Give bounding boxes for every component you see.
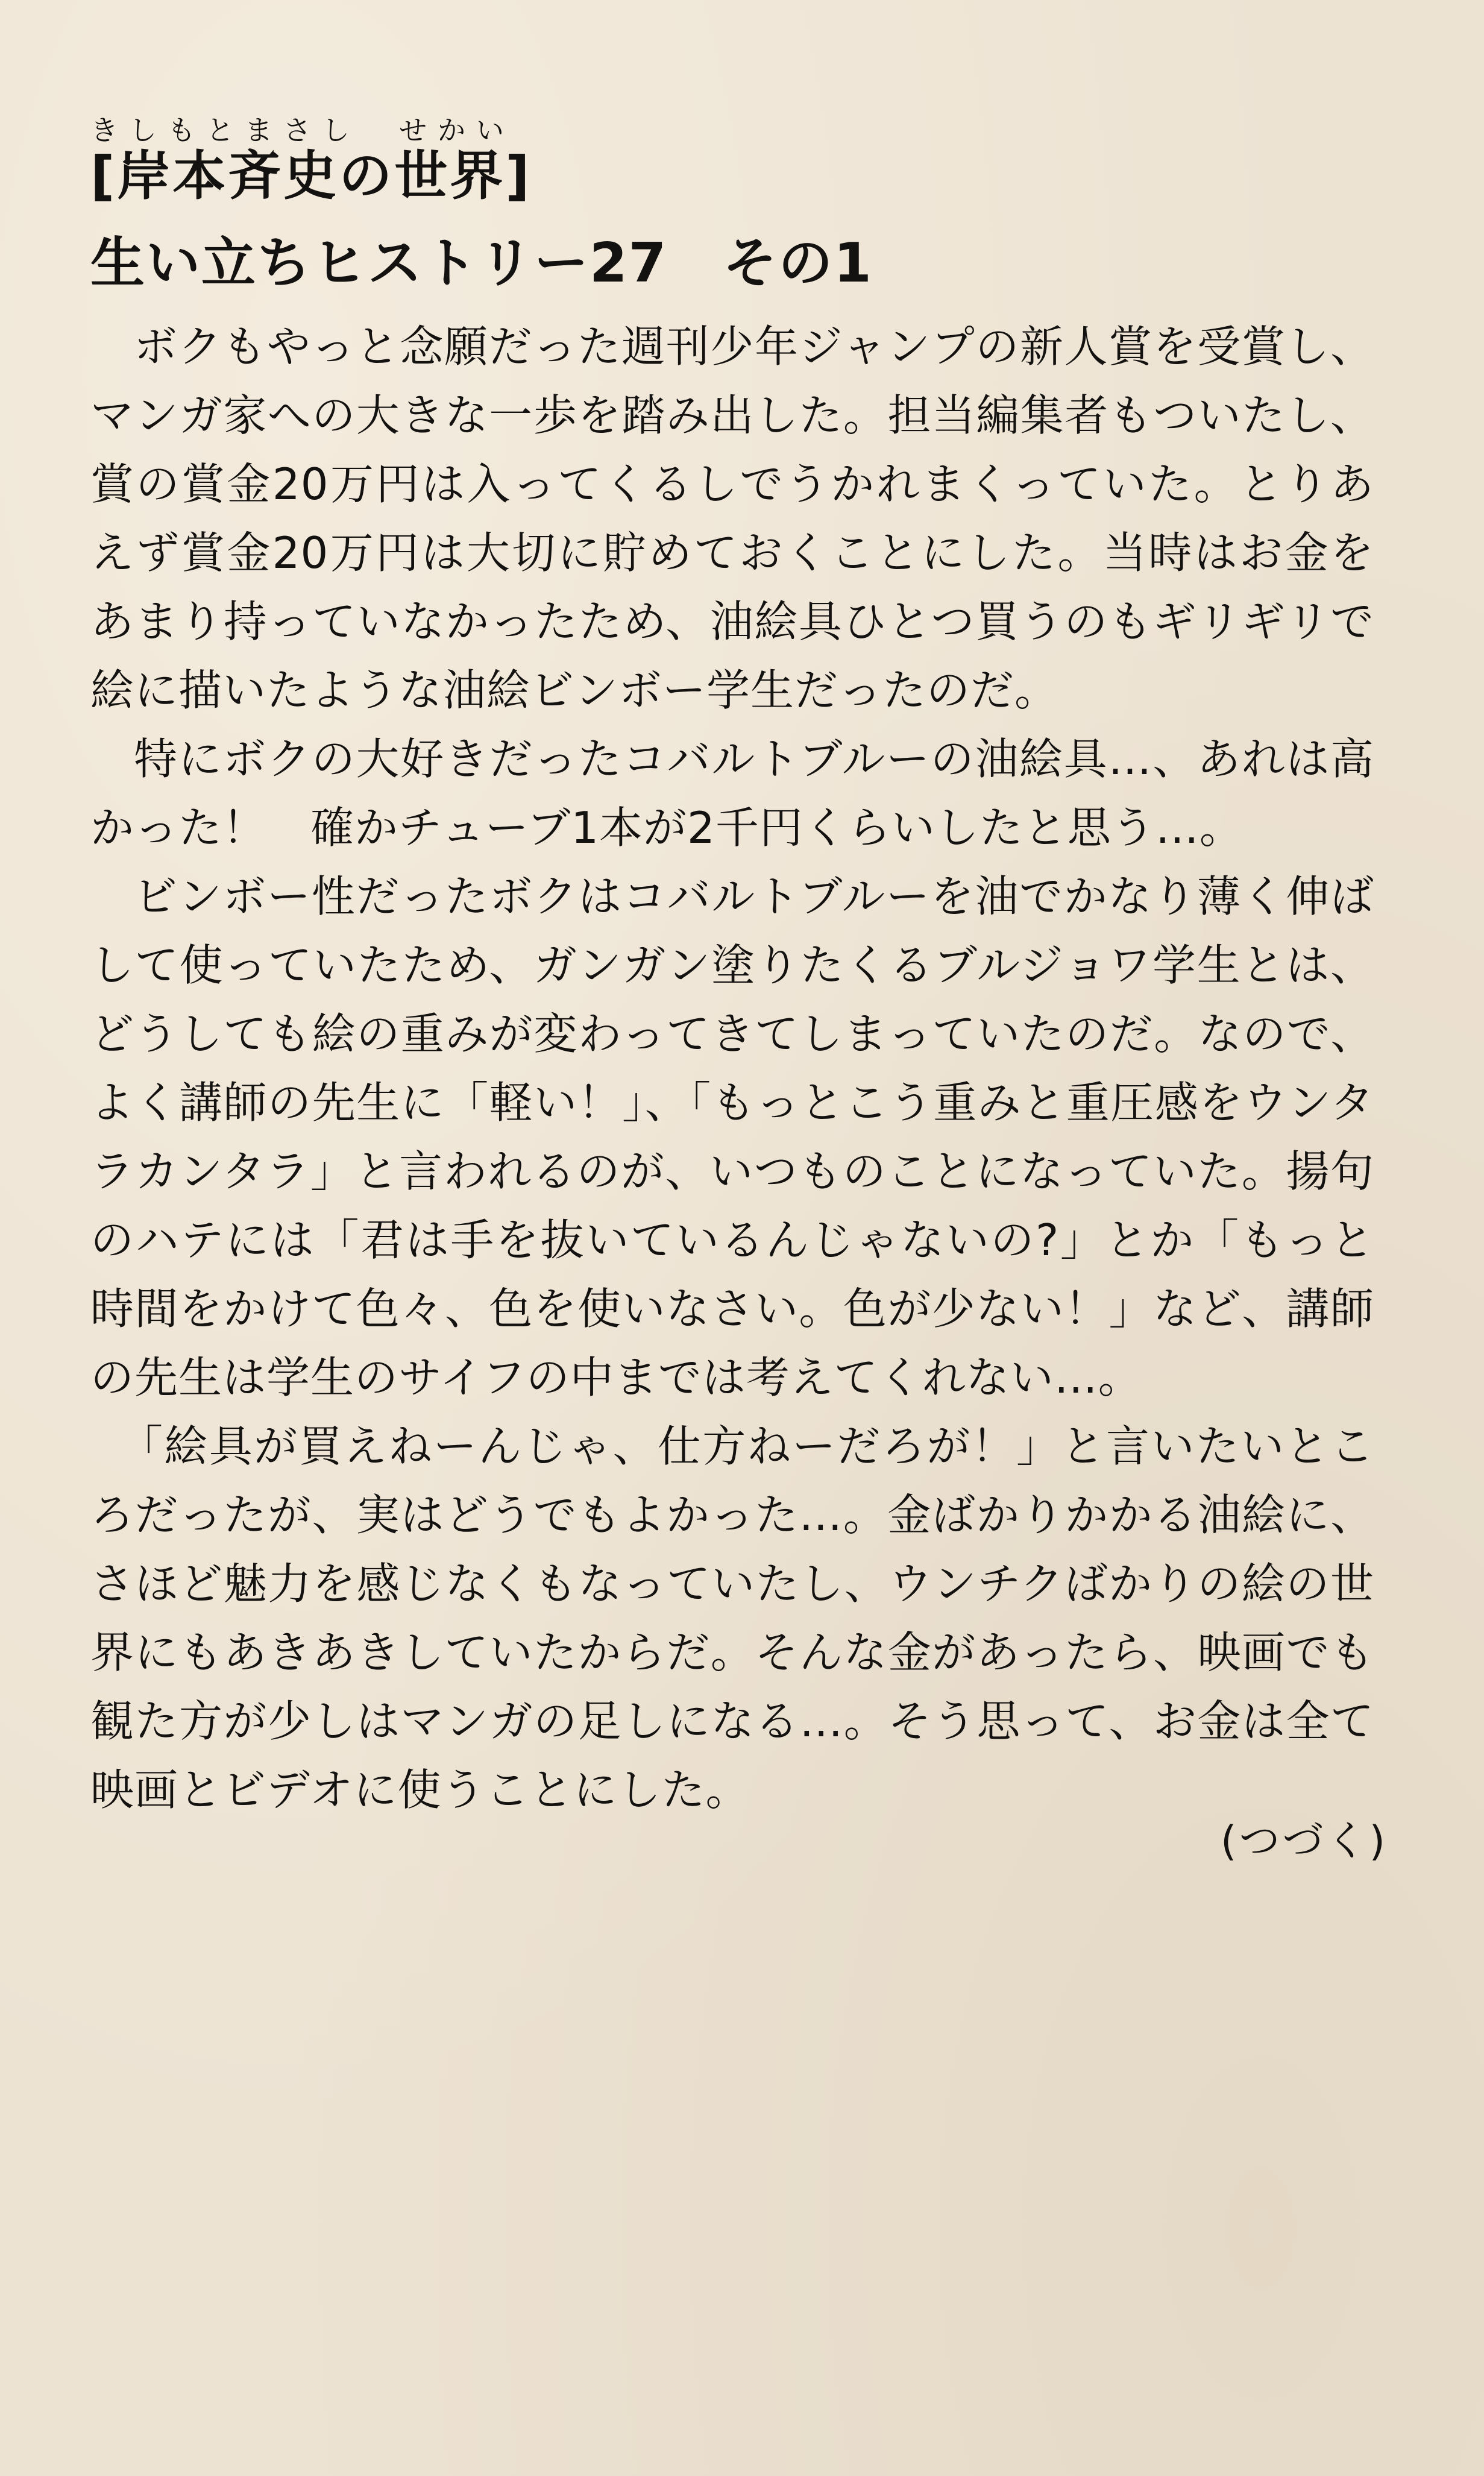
- article-body: [90, 312, 1374, 1824]
- paragraph-4: 「絵具が買えねーんじゃ、仕方ねーだろが！」と言いたいところだったが、実はどうでもよかった…。金ばかりかかる油絵に、さほど魅力を感じなくもなっていたし、ウンチクばかりの絵の世界にもあきあきしていたからだ。そんな金があったら、映画でも観た方が少しはマンガの足しになる…。そう思って、お金は全て映画とビデオに使うことにした。: [90, 1421, 1374, 1815]
- article: [90, 115, 1374, 1824]
- series-title-ruby: きしもとまさし せかい: [90, 114, 515, 146]
- paragraph-3: ビンボー性だったボクはコバルトブルーを油でかなり薄く伸ばして使っていたため、ガンガン塗りたくるブルジョワ学生とは、どうしても絵の重みが変わってきてしまっていたのだ。なので、よく講師の先生に「軽い！」、「もっとこう重みと重圧感をウンタラカンタラ」と言われるのが、いつものことになっていた。揚句のハテには「君は手を抜いているんじゃないの?」とか「もっと時間をかけて色々、色を使いなさい。色が少ない！」など、講師の先生は学生のサイフの中までは考えてくれない…。: [90, 871, 1374, 1403]
- paragraph-1: ボクもやっと念願だった週刊少年ジャンプの新人賞を受賞し、マンガ家への大きな一歩を踏み出した。担当編集者もついたし、賞の賞金20万円は入ってくるしでうかれまくっていた。とりあえず賞金20万円は大切に貯めておくことにした。当時はお金をあまり持っていなかったため、油絵具ひとつ買うのもギリギリで絵に描いたような油絵ビンボー学生だったのだ。: [90, 321, 1374, 716]
- paragraph-2: 特にボクの大好きだったコバルトブルーの油絵具…、あれは高かった！ 確かチューブ1本が2千円くらいしたと思う…。: [90, 734, 1374, 853]
- to-be-continued: (つづく): [1220, 1818, 1388, 1865]
- article-heading: 生い立ちヒストリー27 その1: [90, 232, 873, 295]
- series-title: [岸本斉史の世界]: [90, 145, 532, 207]
